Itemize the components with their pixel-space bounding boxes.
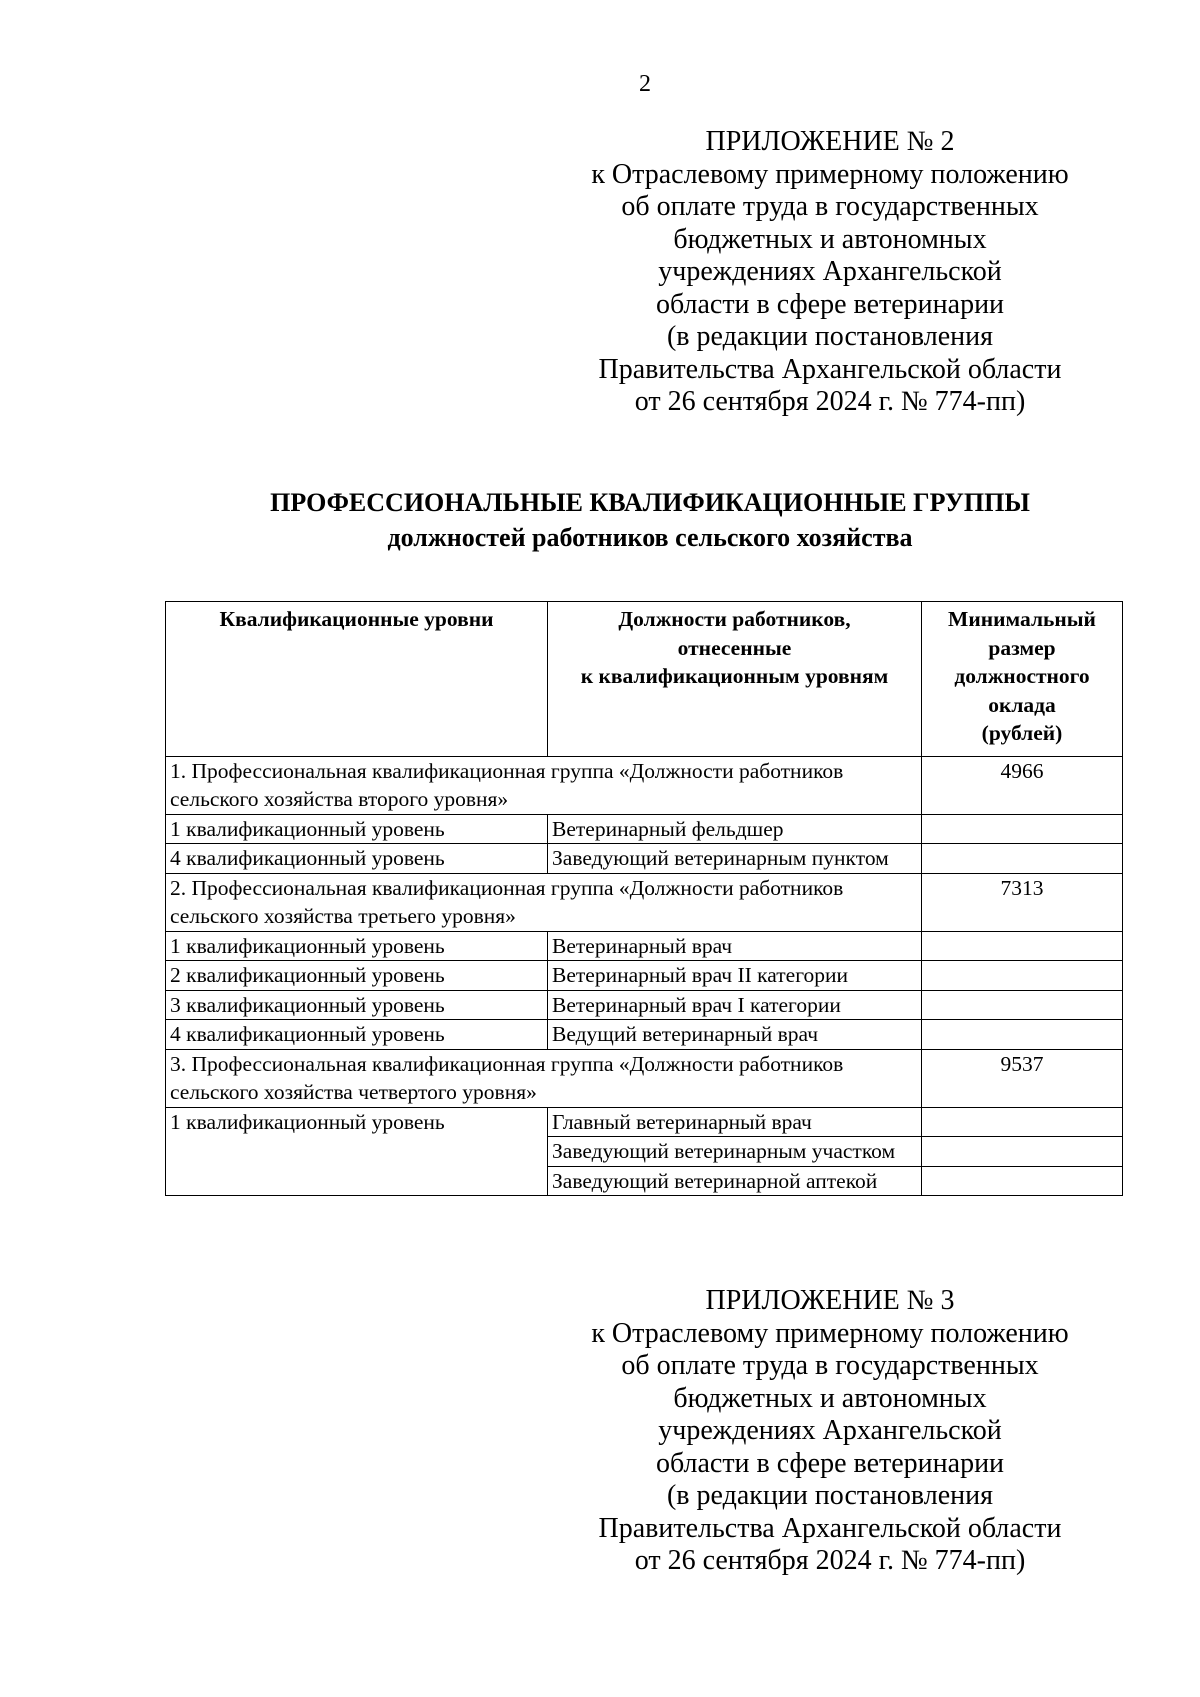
- level-cell: 1 квалификационный уровень: [166, 814, 548, 844]
- position-cell: Ветеринарный врач I категории: [548, 990, 922, 1020]
- group-title: 3. Профессиональная квалификационная группа «Должности работников сельского хозяйства четвертого уровня»: [166, 1049, 922, 1107]
- qualification-groups-table: [165, 601, 1123, 1196]
- appendix-3-title: ПРИЛОЖЕНИЕ № 3: [705, 1285, 955, 1316]
- salary-cell: [922, 1107, 1123, 1137]
- salary-cell: [922, 1137, 1123, 1167]
- salary-cell: [922, 990, 1123, 1020]
- appendix-2-line: об оплате труда в государственных: [621, 191, 1039, 222]
- position-cell: Ветеринарный врач: [548, 931, 922, 961]
- appendix-3-header: [585, 1285, 1075, 1578]
- position-cell: Ветеринарный врач II категории: [548, 961, 922, 991]
- group-salary: 4966: [922, 756, 1123, 814]
- table-row: [166, 961, 1123, 991]
- salary-cell: [922, 1166, 1123, 1196]
- header-positions-line: к квалификационным уровням: [580, 664, 889, 688]
- document-heading: [150, 485, 1150, 555]
- appendix-3-line: учреждениях Архангельской: [658, 1415, 1002, 1446]
- position-cell: Заведующий ветеринарным участком: [548, 1137, 922, 1167]
- appendix-2-line: к Отраслевому примерному положению: [591, 158, 1069, 190]
- heading-subtitle: должностей работников сельского хозяйства: [387, 523, 913, 552]
- page-number: 2: [639, 71, 651, 97]
- appendix-3-line: Правительства Архангельской области: [598, 1512, 1062, 1544]
- header-salary-line: Минимальный: [948, 607, 1096, 631]
- level-cell: 4 квалификационный уровень: [166, 844, 548, 874]
- appendix-2-line: Правительства Архангельской области: [598, 353, 1062, 385]
- table-row: [166, 814, 1123, 844]
- appendix-2-line: области в сфере ветеринарии: [655, 288, 1005, 320]
- table-row: [166, 844, 1123, 874]
- appendix-3-line: к Отраслевому примерному положению: [591, 1317, 1069, 1349]
- appendix-2-line: учреждениях Архангельской: [658, 256, 1002, 287]
- position-cell: Ведущий ветеринарный врач: [548, 1020, 922, 1050]
- header-qualification-levels: Квалификационные уровни: [166, 602, 548, 757]
- group-salary: 7313: [922, 873, 1123, 931]
- table-row: [166, 990, 1123, 1020]
- group-salary: 9537: [922, 1049, 1123, 1107]
- heading-title: ПРОФЕССИОНАЛЬНЫЕ КВАЛИФИКАЦИОННЫЕ ГРУППЫ: [270, 488, 1030, 517]
- appendix-2-title: ПРИЛОЖЕНИЕ № 2: [705, 126, 955, 157]
- group-title: 2. Профессиональная квалификационная группа «Должности работников сельского хозяйства третьего уровня»: [166, 873, 922, 931]
- appendix-2-line: от 26 сентября 2024 г. № 774-пп): [634, 386, 1026, 417]
- appendix-3-line: (в редакции постановления: [666, 1480, 994, 1511]
- position-cell: Заведующий ветеринарной аптекой: [548, 1166, 922, 1196]
- group-row: [166, 873, 1123, 931]
- appendix-3-line: области в сфере ветеринарии: [655, 1447, 1005, 1479]
- position-cell: Главный ветеринарный врач: [548, 1107, 922, 1137]
- appendix-3-line: об оплате труда в государственных: [621, 1350, 1039, 1381]
- appendix-2-line: бюджетных и автономных: [673, 223, 987, 255]
- salary-cell: [922, 931, 1123, 961]
- header-positions: [548, 602, 922, 757]
- header-positions-line: отнесенные: [677, 635, 792, 660]
- table-header-row: [166, 602, 1123, 757]
- level-cell: 1 квалификационный уровень: [166, 1107, 548, 1196]
- header-salary-line: оклада: [988, 692, 1056, 717]
- header-salary-line: (рублей): [981, 721, 1063, 745]
- table-row: [166, 1020, 1123, 1050]
- salary-cell: [922, 814, 1123, 844]
- header-positions-line: Должности работников,: [618, 607, 851, 631]
- appendix-2-line: (в редакции постановления: [666, 321, 994, 352]
- table-row: [166, 931, 1123, 961]
- appendix-3-line: бюджетных и автономных: [673, 1382, 987, 1414]
- position-cell: Ветеринарный фельдшер: [548, 814, 922, 844]
- group-row: [166, 1049, 1123, 1107]
- position-cell: Заведующий ветеринарным пунктом: [548, 844, 922, 874]
- level-cell: 4 квалификационный уровень: [166, 1020, 548, 1050]
- table-row: [166, 1107, 1123, 1137]
- appendix-2-header: [585, 126, 1075, 419]
- appendix-3-line: от 26 сентября 2024 г. № 774-пп): [634, 1545, 1026, 1576]
- level-cell: 1 квалификационный уровень: [166, 931, 548, 961]
- salary-cell: [922, 1020, 1123, 1050]
- group-row: [166, 756, 1123, 814]
- group-title: 1. Профессиональная квалификационная группа «Должности работников сельского хозяйства второго уровня»: [166, 756, 922, 814]
- level-cell: 2 квалификационный уровень: [166, 961, 548, 991]
- header-salary-line: должностного: [954, 664, 1090, 688]
- header-min-salary: [922, 602, 1123, 757]
- level-cell: 3 квалификационный уровень: [166, 990, 548, 1020]
- header-salary-line: размер: [988, 635, 1056, 660]
- salary-cell: [922, 844, 1123, 874]
- salary-cell: [922, 961, 1123, 991]
